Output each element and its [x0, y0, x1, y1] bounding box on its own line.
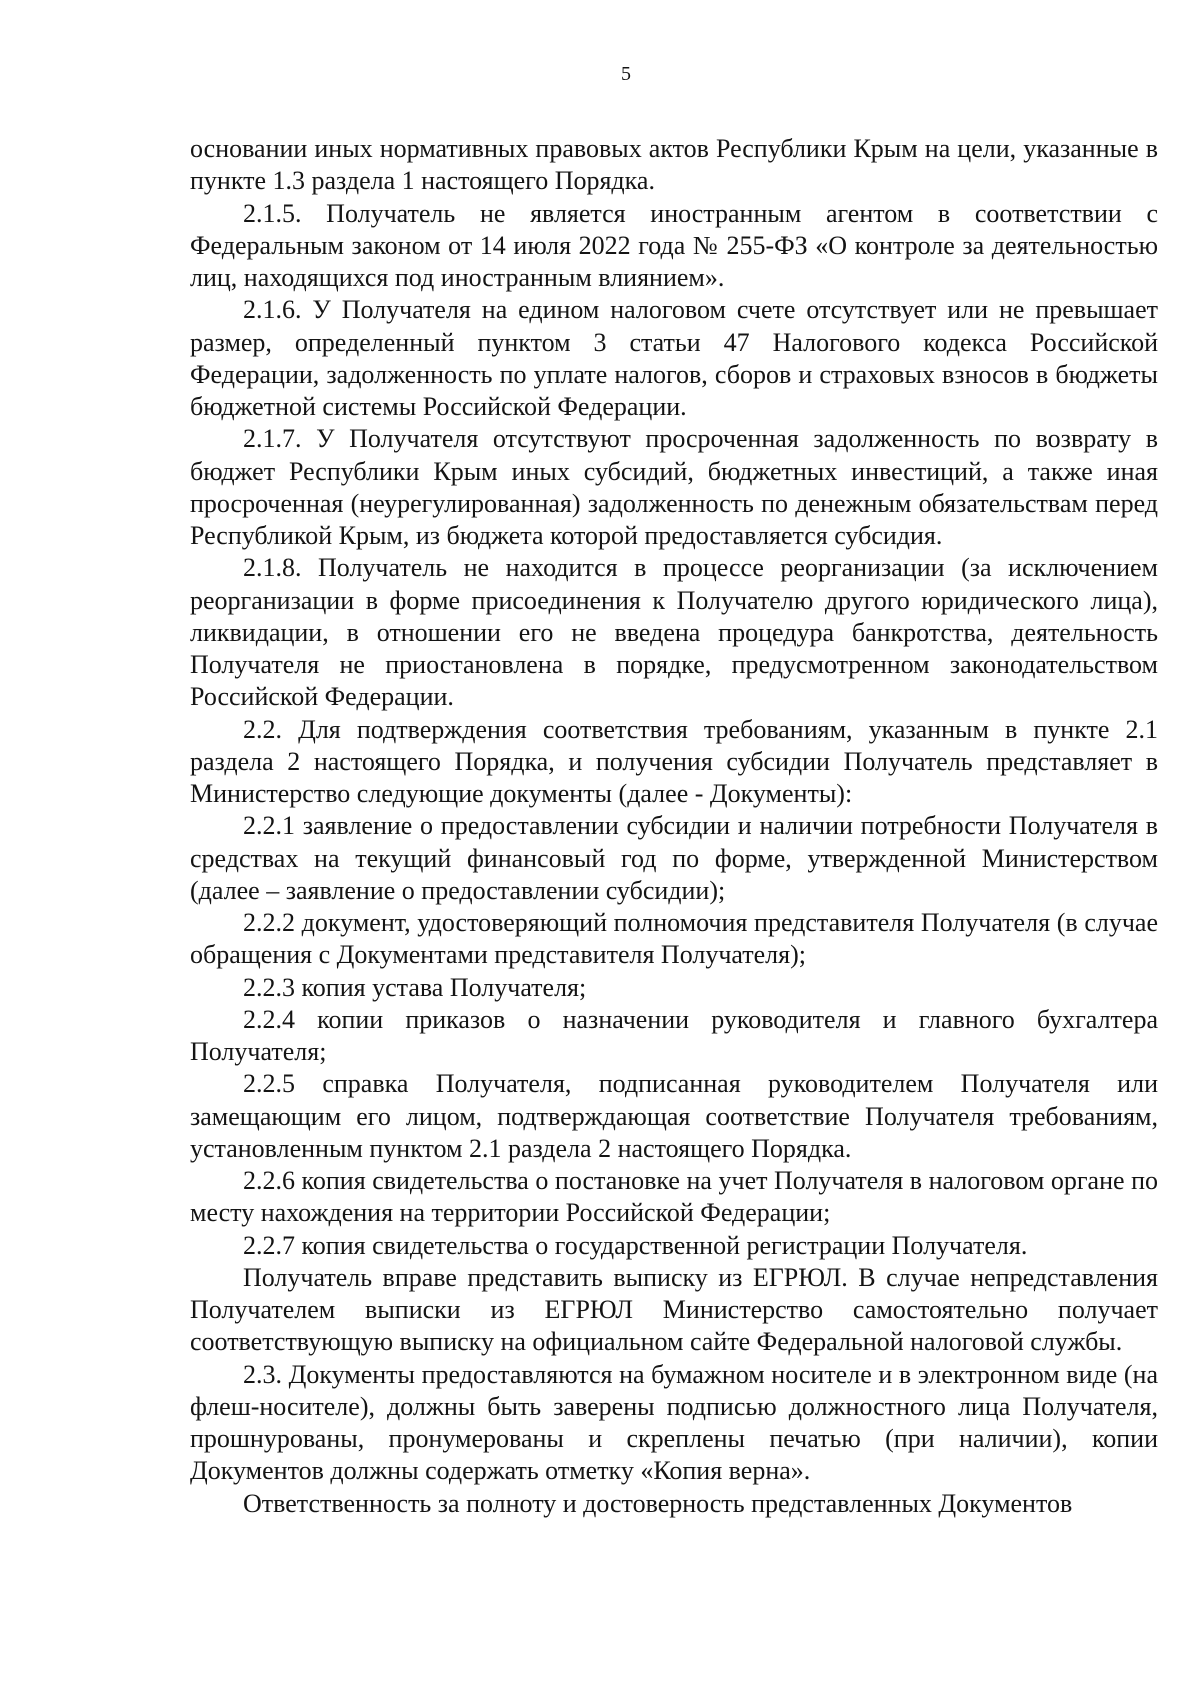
- paragraph-2-2-3: 2.2.3 копия устава Получателя;: [243, 972, 587, 1002]
- paragraph-2-2: 2.2. Для подтверждения соответствия требованиям, указанным в пункте 2.1 раздела 2 настоящего Порядка, и получения субсидии Получатель представляет в Министерство следующие документы (далее - Документы):: [190, 714, 1158, 808]
- paragraph-2-2-4: 2.2.4 копии приказов о назначении руководителя и главного бухгалтера Получателя;: [190, 1004, 1158, 1066]
- paragraph-2-2-2: 2.2.2 документ, удостоверяющий полномочия представителя Получателя (в случае обращения с Документами представителя Получателя);: [190, 908, 1158, 970]
- paragraph-2-1-5: 2.1.5. Получатель не является иностранным агентом в соответствии с Федеральным законом от 14 июля 2022 года № 255-ФЗ «О контроле за деятельностью лиц, находящихся под иностранным влиянием».: [190, 198, 1158, 292]
- paragraph-2-2-6: 2.2.6 копия свидетельства о постановке на учет Получателя в налоговом органе по месту нахождения на территории Российской Федерации;: [190, 1166, 1158, 1228]
- paragraph-2-2-7: 2.2.7 копия свидетельства о государственной регистрации Получателя.: [243, 1230, 1028, 1260]
- paragraph-2-1-6: 2.1.6. У Получателя на едином налоговом счете отсутствует или не превышает размер, определенный пунктом 3 статьи 47 Налогового кодекса Российской Федерации, задолженность по уплате налогов, сборов и страховых взносов в бюджеты бюджетной системы Российской Федерации.: [190, 295, 1158, 421]
- paragraph-2-1-8: 2.1.8. Получатель не находится в процессе реорганизации (за исключением реорганизации в форме присоединения к Получателю другого юридического лица), ликвидации, в отношении его не введена процедура банкротства, деятельность Получателя не приостановлена в порядке, предусмотренном законодательством Российской Федерации.: [190, 553, 1158, 712]
- document-body: [190, 133, 1158, 1520]
- paragraph-2-3: 2.3. Документы предоставляются на бумажном носителе и в электронном виде (на флеш-носителе), должны быть заверены подписью должностного лица Получателя, прошнурованы, пронумерованы и скреплены печатью (при наличии), копии Документов должны содержать отметку «Копия верна».: [190, 1359, 1158, 1486]
- paragraph-responsibility: Ответственность за полноту и достоверность представленных Документов: [243, 1488, 1073, 1518]
- paragraph-2-2-1: 2.2.1 заявление о предоставлении субсидии и наличии потребности Получателя в средствах на текущий финансовый год по форме, утвержденной Министерством (далее – заявление о предоставлении субсидии);: [190, 811, 1158, 905]
- paragraph-egrul: Получатель вправе представить выписку из ЕГРЮЛ. В случае непредставления Получателем выписки из ЕГРЮЛ Министерство самостоятельно получает соответствующую выписку на официальном сайте Федеральной налоговой службы.: [190, 1262, 1158, 1357]
- paragraph-2-2-5: 2.2.5 справка Получателя, подписанная руководителем Получателя или замещающим его лицом, подтверждающая соответствие Получателя требованиям, установленным пунктом 2.1 раздела 2 настоящего Порядка.: [190, 1069, 1158, 1163]
- paragraph-2-1-7: 2.1.7. У Получателя отсутствуют просроченная задолженность по возврату в бюджет Республики Крым иных субсидий, бюджетных инвестиций, а также иная просроченная (неурегулированная) задолженность по денежным обязательствам перед Республикой Крым, из бюджета которой предоставляется субсидия.: [190, 424, 1158, 550]
- paragraph-continuation: основании иных нормативных правовых актов Республики Крым на цели, указанные в пункте 1.3 раздела 1 настоящего Порядка.: [190, 134, 1158, 196]
- page-number: 5: [621, 63, 631, 85]
